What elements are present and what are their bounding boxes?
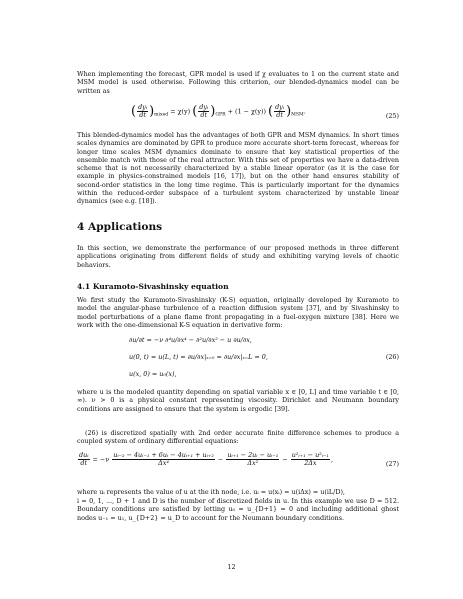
eq27-term1-prefix: = −ν [92,455,110,464]
equation-27 [77,452,399,478]
paragraph-boundary-conditions: i = 0, 1, ..., D + 1 and D is the number of discretized fields in u. In this example we use D = 512. Boundary conditions are satisfied by letting u₀ = u_{D+1} = 0 and including additional ghost nodes u₋₁ = u₁, u_{D+2} = u_D to account for the Neumann boundary conditions. [77,497,399,522]
eq25-lhs-num: dyᵢ [138,103,148,111]
eq27-lhs-den: dt [80,459,88,467]
paragraph-forecast-criterion: When implementing the forecast, GPR model is used if χ evaluates to 1 on the current state and MSM model is used otherwise. Following this criterion, our blended-dynamics model can be written as [77,70,399,95]
eq27-term3-prefix: − [282,455,288,464]
eq27-end: , [330,455,334,464]
paragraph-blended-dynamics: This blended-dynamics model has the advantages of both GPR and MSM dynamics. In short times scales dynamics are dominated by GPR to produce more accurate short-term forecast, whereas for longer time scales MSM dynamics dominate to ensure that key statistical properties of the ensemble match with those of the real attractor. With this set of properties we have a data-driven scheme that is not necessarily characterized by a stable linear operator (as it is the case for example in physics-constrained models [16, 17]), but on the other hand ensures stability of second-order statistics in the long time regime. This is particularly important for the dynamics within the reduced-order subspace of a turbulent system characterized by unstable linear dynamics (see e.g. [18]). [77,131,399,206]
paragraph-ks-variables: where u is the modeled quantity depending on spatial variable x ∈ [0, L] and time variable t ∈ [0, ∞). ν > 0 is a physical constant representing viscosity. Dirichlet and Neumann boundary conditions are assigned to ensure that the system is ergodic [39]. [77,388,399,413]
eq25-mid: = χ(y) [170,107,191,116]
eq25-gpr-num: dyᵢ [199,103,209,111]
eq25-gpr-den: dt [200,111,208,119]
paragraph-discretization: (26) is discretized spatially with 2nd order accurate finite difference schemes to produce a coupled system of ordinary differential equations: [77,429,399,446]
page-number: 12 [227,563,236,571]
subsection-heading-ks: 4.1 Kuramoto-Sivashinsky equation [77,282,229,291]
equation-number-25: (25) [385,112,399,120]
paragraph-ks-intro: We first study the Kuramoto-Sivashinsky (K-S) equation, originally developed by Kuramoto to model the angular-phase turbulence of a reaction diffusion system [37], and by Sivashinsky to model perturbations of a plane flame front propagating in a fuel-oxygen mixture [38]. Here we work with the one-dimensional K-S equation in derivative form: [77,296,399,329]
equation-25: ( $\frac{\text{dyᵢ}}{dt}$ )$_{mixed} = \chi(y)$ ( $\frac{\text{dyᵢ}}{dt}$ )$_{GPR} + (1 - \chi(y))$ ( $\frac{\text{dyᵢ}}{dt}$ )$_{MSM}$. (25) [131,103,399,120]
equation-number-27: (27) [385,460,399,468]
eq26-line1: ∂u/∂t = −ν ∂⁴u/∂x⁴ − ∂²u/∂x² − u ∂u/∂x, [129,336,252,344]
eq27-term2-prefix: − [217,455,224,464]
eq25-end: . [303,107,306,116]
eq26-line2: u(0, t) = u(L, t) = ∂u/∂x|ₓ₌₀ = ∂u/∂x|ₓ₌L = 0, [129,353,268,361]
section-heading-applications: 4 Applications [77,221,163,233]
eq25-lhs-den: dt [139,111,146,119]
eq27-term1-den: Δx⁴ [158,459,169,467]
equation-number-26: (26) [385,353,399,361]
equation-26 [77,334,399,386]
eq27-term2-num: uᵢ₊₁ − 2uᵢ − uᵢ₋₁ [227,451,279,459]
eq25-lhs-sub: mixed [154,112,169,118]
eq27-term1-num: uᵢ₋₂ − 4uᵢ₋₁ + 6uᵢ − 4uᵢ₊₁ + uᵢ₊₂ [113,451,214,459]
eq25-gpr-sub: GPR [215,112,226,118]
eq26-line3: u(x, 0) = u₀(x), [129,370,177,378]
paragraph-applications-intro: In this section, we demonstrate the performance of our proposed methods in three different applications originating from different fields of study and exhibiting varying levels of chaotic behaviors. [77,244,399,269]
eq25-msm-num: dyᵢ [275,103,285,111]
eq25-msm-den: dt [276,111,283,119]
eq27-term3-num: u²ᵢ₊₁ − u²ᵢ₋₁ [291,451,329,459]
eq27-term2-den: Δx² [247,459,259,467]
eq25-plus: + (1 − χ(y)) [227,107,266,116]
eq25-msm-sub: MSM [291,112,304,118]
eq27-lhs-num: duᵢ [79,451,89,459]
paragraph-node-values: where uᵢ represents the value of u at the ith node, i.e. uᵢ = u(xᵢ) = u(iΔx) = u(iL/D), [77,488,345,496]
eq27-term3-den: 2Δx [304,459,317,467]
